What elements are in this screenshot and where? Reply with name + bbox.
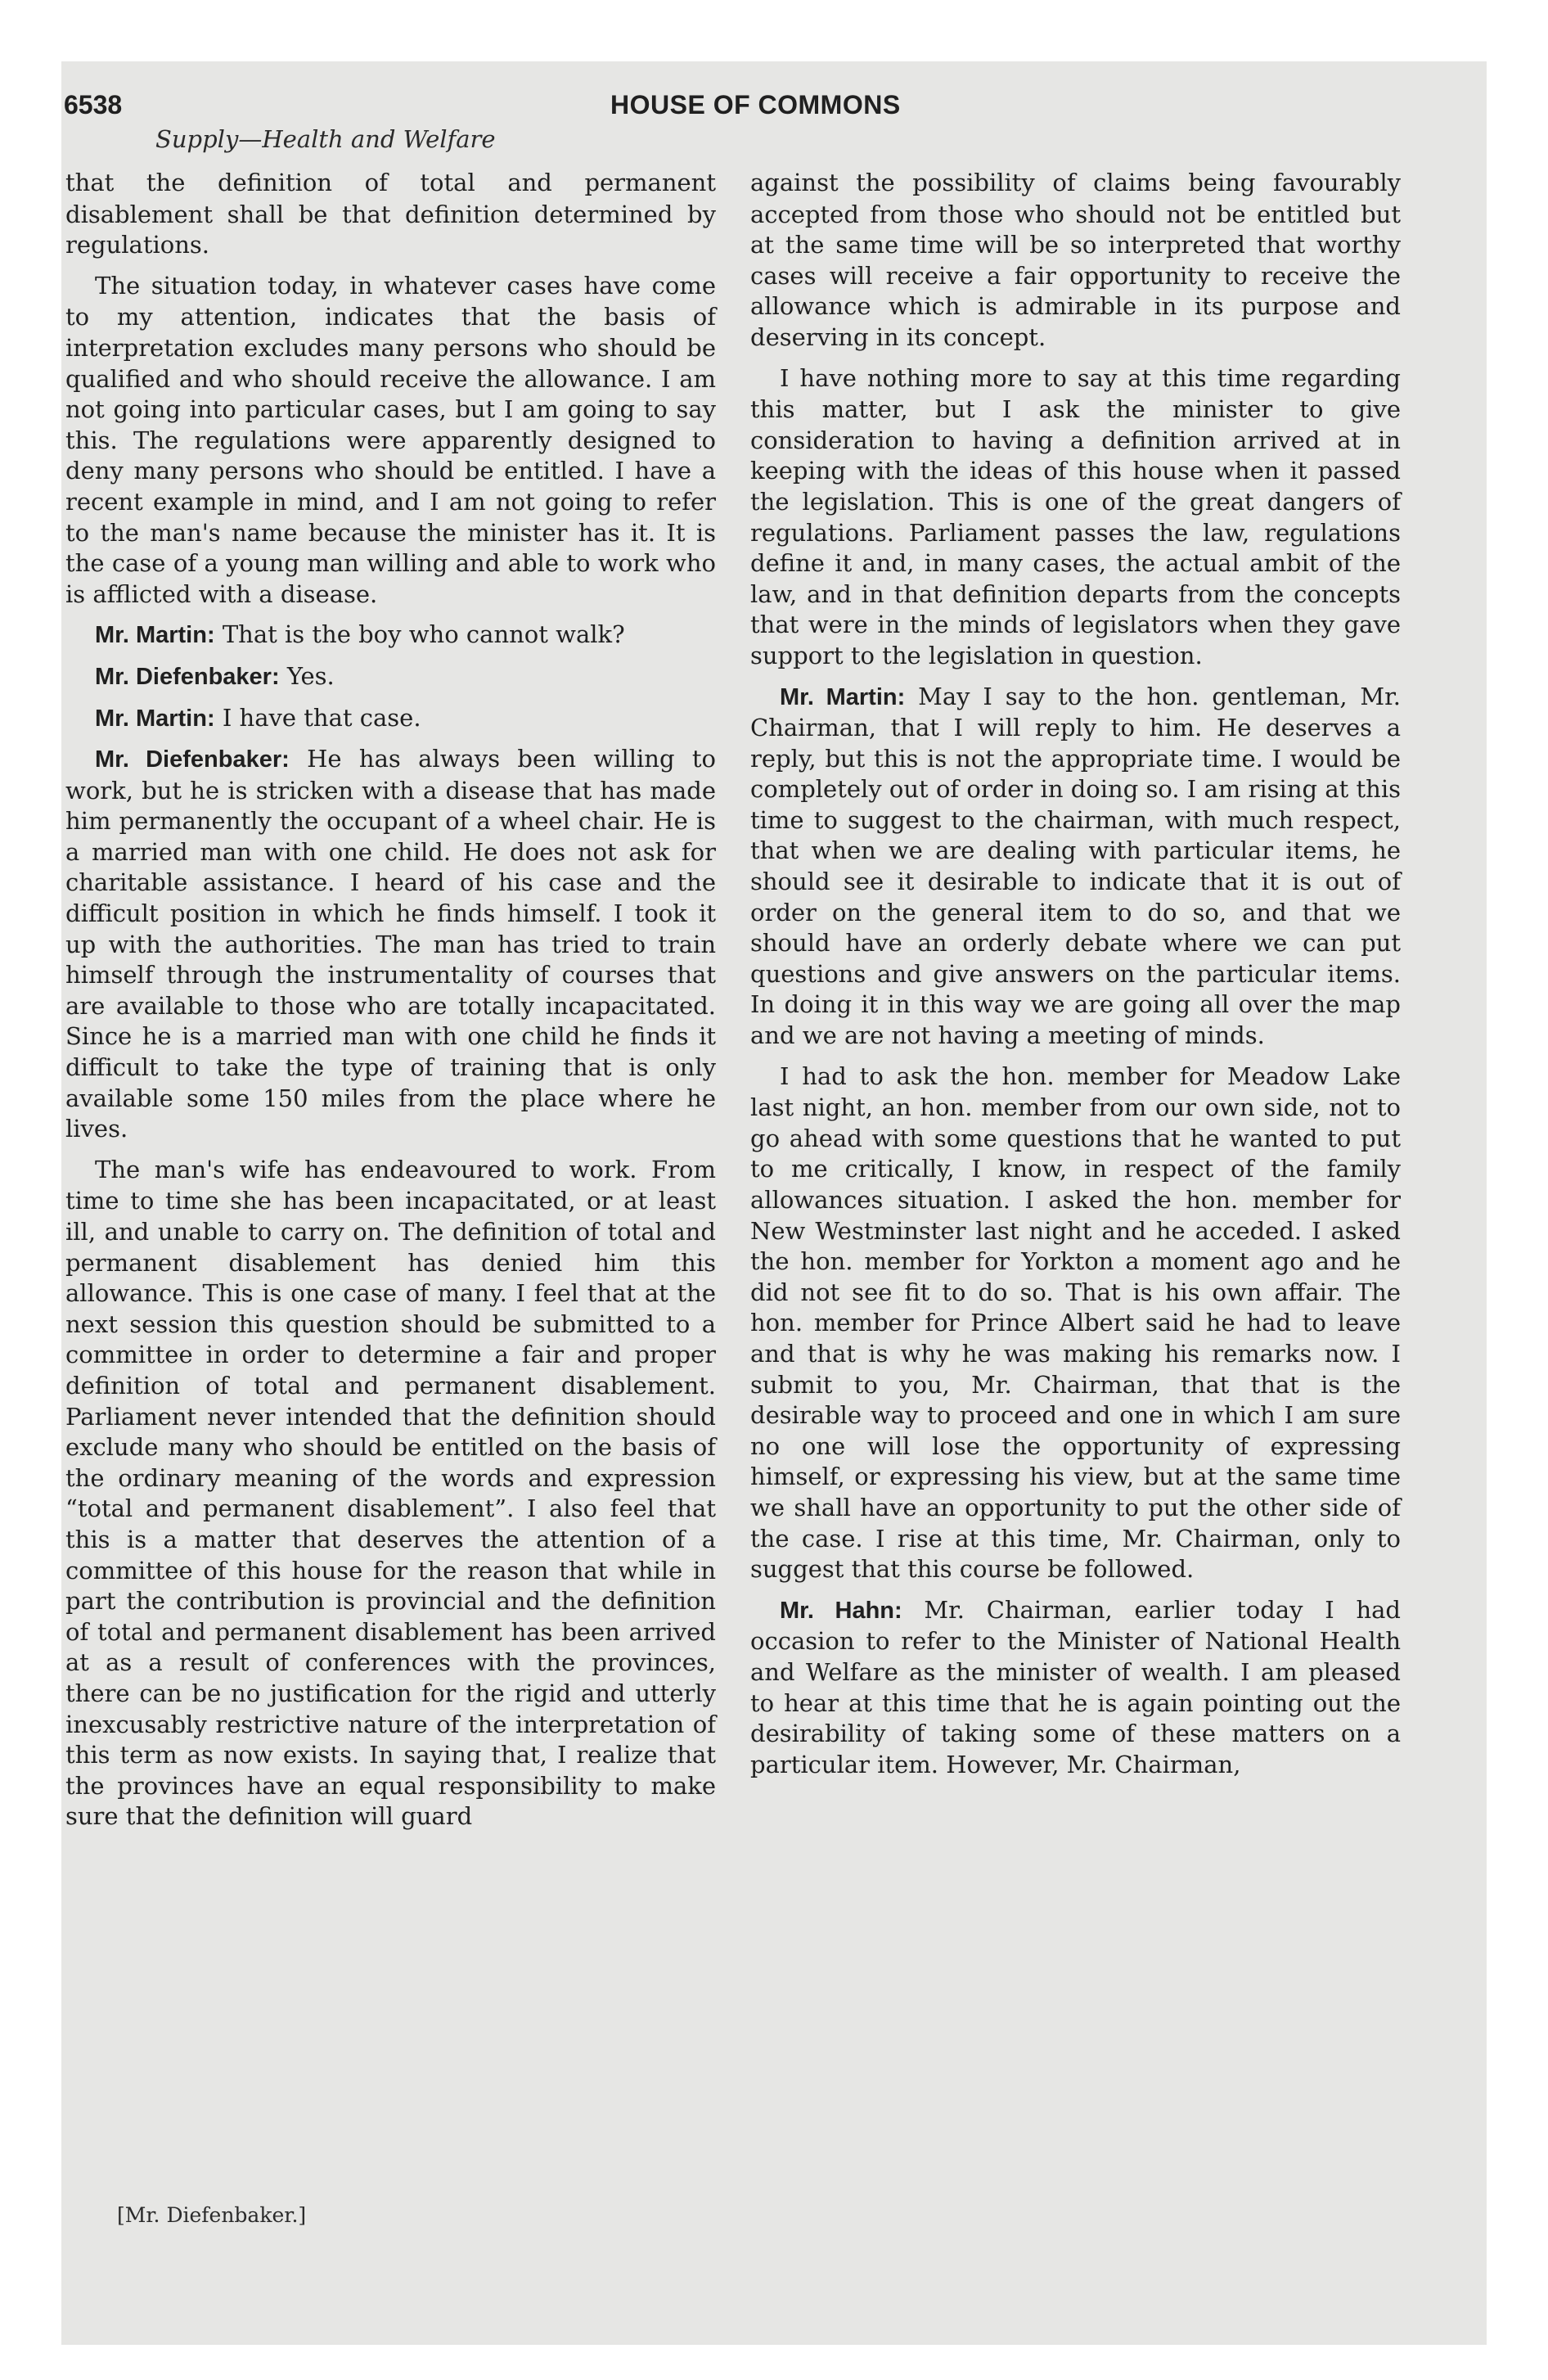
- paragraph: [65, 661, 716, 693]
- paragraph-text: Yes.: [286, 661, 335, 690]
- page-number: 6538: [64, 90, 123, 119]
- paragraph-text: Mr. Chairman, earlier today I had occasion to refer to the Minister of National Health and Welfare as the minister of wealth. I am pleased to hear at this time that he is again pointing out the desirability of taking some of these matters on a particular item. However, Mr. Chairman,: [750, 1595, 1401, 1778]
- paragraph: [750, 363, 1401, 672]
- paragraph-text: I have nothing more to say at this time regarding this matter, but I ask the minister to give consideration to having a definition arrived at in keeping with the ideas of this house when it passed the legislation. This is one of the great dangers of regulations. Parliament passes the law, regulations define it and, in many cases, the actual ambit of the law, and in that definition departs from the concepts that were in the minds of legislators when they gave support to the legislation in question.: [750, 363, 1401, 669]
- paragraph-text: May I say to the hon. gentleman, Mr. Chairman, that I will reply to him. He deserves a reply, but this is not the appropriate time. I would be completely out of order in doing so. I am rising at this time to suggest to the chairman, with much respect, that when we are dealing with particular items, he should see it desirable to indicate that it is out of order on the general item to do so, and that we should have an orderly debate where we can put questions and give answers on the particular items. In doing it in this way we are going all over the map and we are not having a meeting of minds.: [750, 682, 1401, 1050]
- speaker-name: Mr. Martin:: [780, 683, 906, 710]
- section-subtitle: Supply—Health and Welfare: [155, 125, 496, 153]
- paragraph-text: He has always been willing to work, but he is stricken with a disease that has made him permanently the occupant of a wheel chair. He is a married man with one child. He does not ask for charitable assistance. I heard of his case and the difficult position in which he finds himself. I took it up with the authorities. The man has tried to train himself through the instrumentality of courses that are available to those who are totally incapacitated. Since he is a married man with one child he finds it difficult to take the type of training that is only available some 150 miles from the place where he lives.: [65, 745, 716, 1143]
- paragraph: [65, 620, 716, 651]
- paragraph-text: The situation today, in whatever cases have come to my attention, indicates that the basis of interpretation excludes many persons who should be qualified and who should receive the allowance. I am not going into particular cases, but I am going to say this. The regulations were apparently designed to deny many persons who should be entitled. I have a recent example in mind, and I am not going to refer to the man's name because the minister has it. It is the case of a young man willing and able to work who is afflicted with a disease.: [65, 271, 716, 608]
- paragraph-text: That is the boy who cannot walk?: [222, 620, 625, 649]
- paragraph: [750, 682, 1401, 1052]
- paragraph: [65, 271, 716, 611]
- page-title: HOUSE OF COMMONS: [610, 90, 901, 119]
- paragraph: [65, 1155, 716, 1832]
- left-column: [65, 168, 716, 1842]
- paragraph-text: against the possibility of claims being favourably accepted from those who should not be entitled but at the same time will be so interpreted that worthy cases will receive a fair opportunity to receive the allowance which is admirable in its purpose and deserving in its concept.: [750, 169, 1401, 351]
- paragraph-text: I have that case.: [222, 703, 421, 732]
- speaker-name: Mr. Diefenbaker:: [95, 746, 290, 773]
- speaker-name: Mr. Martin:: [95, 622, 215, 649]
- speaker-name: Mr. Hahn:: [780, 1597, 902, 1624]
- speaker-footer: [Mr. Diefenbaker.]: [117, 2203, 307, 2227]
- paragraph-text: that the definition of total and permanent disablement shall be that definition determined by regulations.: [65, 169, 716, 259]
- paragraph: [750, 1595, 1401, 1781]
- paragraph: [65, 744, 716, 1145]
- paragraph: [750, 168, 1401, 354]
- right-column: [750, 168, 1401, 1790]
- paragraph: [65, 703, 716, 735]
- speaker-name: Mr. Diefenbaker:: [95, 663, 280, 690]
- speaker-name: Mr. Martin:: [95, 705, 215, 732]
- paragraph: [65, 168, 716, 261]
- paragraph-text: The man's wife has endeavoured to work. From time to time she has been incapacitated, or at least ill, and unable to carry on. The definition of total and permanent disablement has denied him this allowance. This is one case of many. I feel that at the next session this question should be submitted to a committee in order to determine a fair and proper definition of total and permanent disablement. Parliament never intended that the definition should exclude many who should be entitled on the basis of the ordinary meaning of the words and expression “total and permanent disablement”. I also feel that this is a matter that deserves the attention of a committee of this house for the reason that while in part the contribution is provincial and the definition of total and permanent disablement has been arrived at as a result of conferences with the provinces, there can be no justification for the rigid and utterly inexcusably restrictive nature of the interpretation of this term as now exists. In saying that, I realize that the provinces have an equal responsibility to make sure that the definition will guard: [65, 1155, 716, 1831]
- paragraph-text: I had to ask the hon. member for Meadow Lake last night, an hon. member from our own side, not to go ahead with some questions that he wanted to put to me critically, I know, in respect of the family allowances situation. I asked the hon. member for New Westminster last night and he acceded. I asked the hon. member for Yorkton a moment ago and he did not see fit to do so. That is his own affair. The hon. member for Prince Albert said he had to leave and that is why he was making his remarks now. I submit to you, Mr. Chairman, that that is the desirable way to proceed and one in which I am sure no one will lose the opportunity of expressing himself, or expressing his view, but at the same time we shall have an opportunity to put the other side of the case. I rise at this time, Mr. Chairman, only to suggest that this course be followed.: [750, 1062, 1401, 1584]
- paragraph: [750, 1062, 1401, 1585]
